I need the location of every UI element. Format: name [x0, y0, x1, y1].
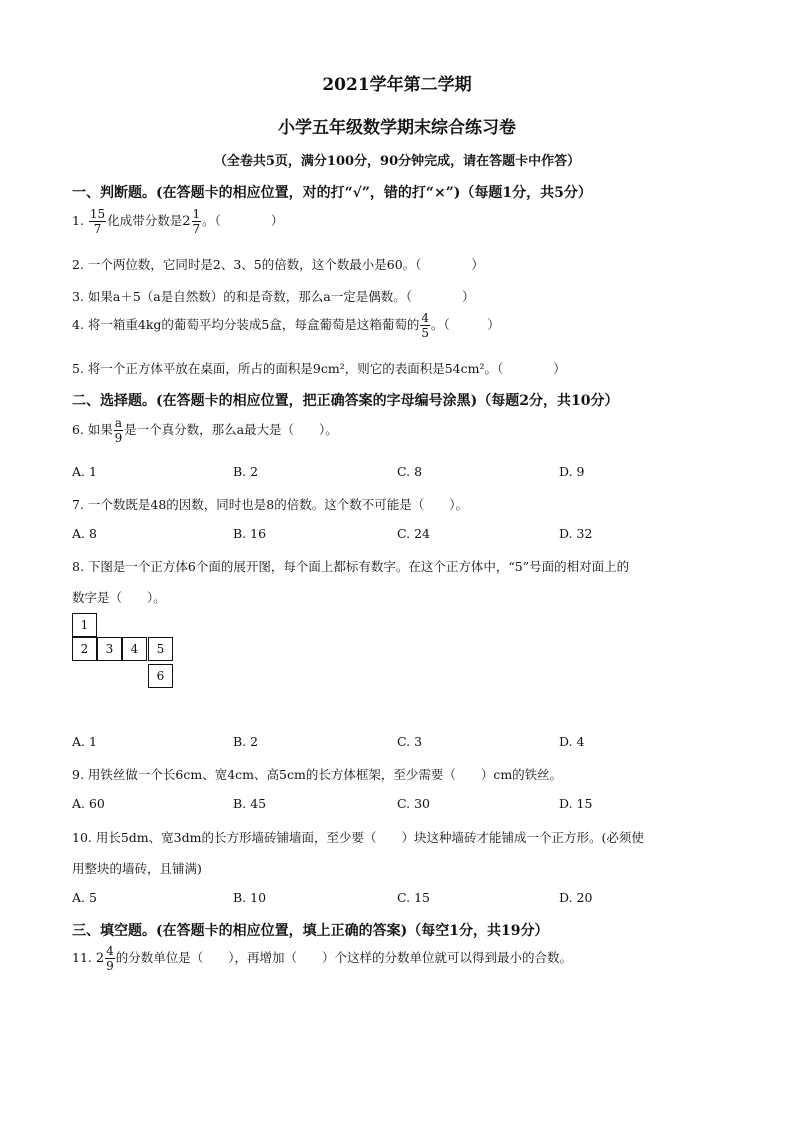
question-6-option-d: D. 9 [559, 464, 585, 479]
cube-face-6: 6 [148, 664, 173, 688]
question-10-option-d: D. 20 [559, 890, 593, 905]
fraction-denominator: 9 [114, 431, 123, 445]
fraction-denominator: 9 [106, 959, 114, 973]
question-11-text: 的分数单位是（ ），再增加（ ）个这样的分数单位就可以得到最小的合数。 [115, 950, 573, 965]
question-9-option-d: D. 15 [559, 796, 593, 811]
paper-note: （全卷共5页，满分100分，90分钟完成，请在答题卡中作答） [213, 154, 581, 169]
question-8-option-b: B. 2 [233, 734, 259, 749]
question-6-text-a: 6. 如果 [72, 422, 113, 437]
question-7: 7. 一个数既是48的因数，同时也是8的倍数。这个数不可能是（ ）。 [72, 497, 469, 512]
question-8-line-1: 8. 下图是一个正方体6个面的展开图，每个面上都标有数字。在这个正方体中，“5”号面的相对面上的 [72, 559, 630, 574]
question-6 [72, 417, 338, 444]
question-7-option-c: C. 24 [397, 526, 430, 541]
question-11-number: 11. [72, 950, 92, 965]
question-9-option-c: C. 30 [397, 796, 430, 811]
section-3-heading: 三、填空题。(在答题卡的相应位置，填上正确的答案)（每空1分，共19分） [72, 923, 549, 939]
cube-face-2: 2 [72, 637, 97, 661]
fraction-numerator: 15 [89, 207, 106, 221]
question-1-text-a: 化成带分数是 [107, 213, 183, 228]
fraction-numerator: a [114, 416, 123, 430]
fraction-15-7 [89, 208, 106, 235]
question-8-line-2: 数字是（ ）。 [72, 590, 166, 605]
question-9-option-b: B. 45 [233, 796, 267, 811]
question-6-option-c: C. 8 [397, 464, 423, 479]
section-1-heading: 一、判断题。(在答题卡的相应位置，对的打“√”，错的打“×”)（每题1分，共5分） [72, 185, 592, 201]
mixed-number-whole: 2 [182, 214, 191, 229]
question-6-text-b: 是一个真分数，那么a最大是（ ）。 [124, 422, 338, 437]
question-1 [72, 208, 283, 235]
question-5: 5. 将一个正方体平放在桌面，所占的面积是9cm²，则它的表面积是54cm²。（ ） [72, 361, 566, 376]
question-11 [72, 945, 572, 972]
fraction-a-9 [114, 417, 123, 444]
cube-face-3: 3 [97, 637, 122, 661]
question-10-option-a: A. 5 [72, 890, 97, 905]
fraction-4-5 [420, 312, 430, 339]
paper-term-title: 2021学年第二学期 [322, 75, 472, 95]
question-10-option-c: C. 15 [397, 890, 430, 905]
question-6-option-a: A. 1 [72, 464, 97, 479]
cube-face-4: 4 [122, 637, 147, 661]
question-7-option-b: B. 16 [233, 526, 267, 541]
question-10-line-1: 10. 用长5dm、宽3dm的长方形墙砖铺墙面，至少要（ ）块这种墙砖才能铺成一个正方形。(必须使 [72, 830, 644, 845]
question-8-option-a: A. 1 [72, 734, 97, 749]
question-9-option-a: A. 60 [72, 796, 105, 811]
question-4-text-b: 。（ ） [431, 317, 500, 332]
fraction-4-9 [105, 945, 115, 972]
question-8-option-c: C. 3 [397, 734, 423, 749]
paper-title: 小学五年级数学期末综合练习卷 [278, 118, 516, 138]
fraction-numerator: 1 [192, 207, 201, 221]
fraction-denominator: 7 [192, 222, 201, 236]
cube-face-1: 1 [72, 613, 97, 637]
question-4-text-a: 4. 将一箱重4kg的葡萄平均分装成5盒，每盒葡萄是这箱葡萄的 [72, 317, 420, 332]
fraction-numerator: 4 [106, 944, 114, 958]
section-2-heading: 二、选择题。(在答题卡的相应位置，把正确答案的字母编号涂黑)（每题2分，共10分） [72, 393, 619, 409]
fraction-numerator: 4 [421, 311, 430, 325]
question-10-option-b: B. 10 [233, 890, 267, 905]
fraction-denominator: 7 [93, 222, 102, 236]
fraction-denominator: 5 [421, 326, 430, 340]
question-10-line-2: 用整块的墙砖，且铺满) [72, 861, 202, 876]
question-6-option-b: B. 2 [233, 464, 259, 479]
question-1-number: 1. [72, 213, 84, 228]
mixed-number-whole: 2 [95, 951, 105, 966]
question-2: 2. 一个两位数，它同时是2、3、5的倍数，这个数最小是60。（ ） [72, 257, 484, 272]
fraction-1-7 [192, 208, 202, 235]
question-4 [72, 312, 500, 339]
question-3: 3. 如果a＋5（a是自然数）的和是奇数，那么a一定是偶数。（ ） [72, 289, 475, 304]
cube-face-5: 5 [148, 637, 173, 661]
question-9: 9. 用铁丝做一个长6cm、宽4cm、高5cm的长方体框架，至少需要（ ）cm的铁丝。 [72, 767, 563, 782]
question-1-text-b: 。（ ） [202, 213, 284, 228]
question-7-option-d: D. 32 [559, 526, 593, 541]
question-7-option-a: A. 8 [72, 526, 97, 541]
question-8-option-d: D. 4 [559, 734, 585, 749]
